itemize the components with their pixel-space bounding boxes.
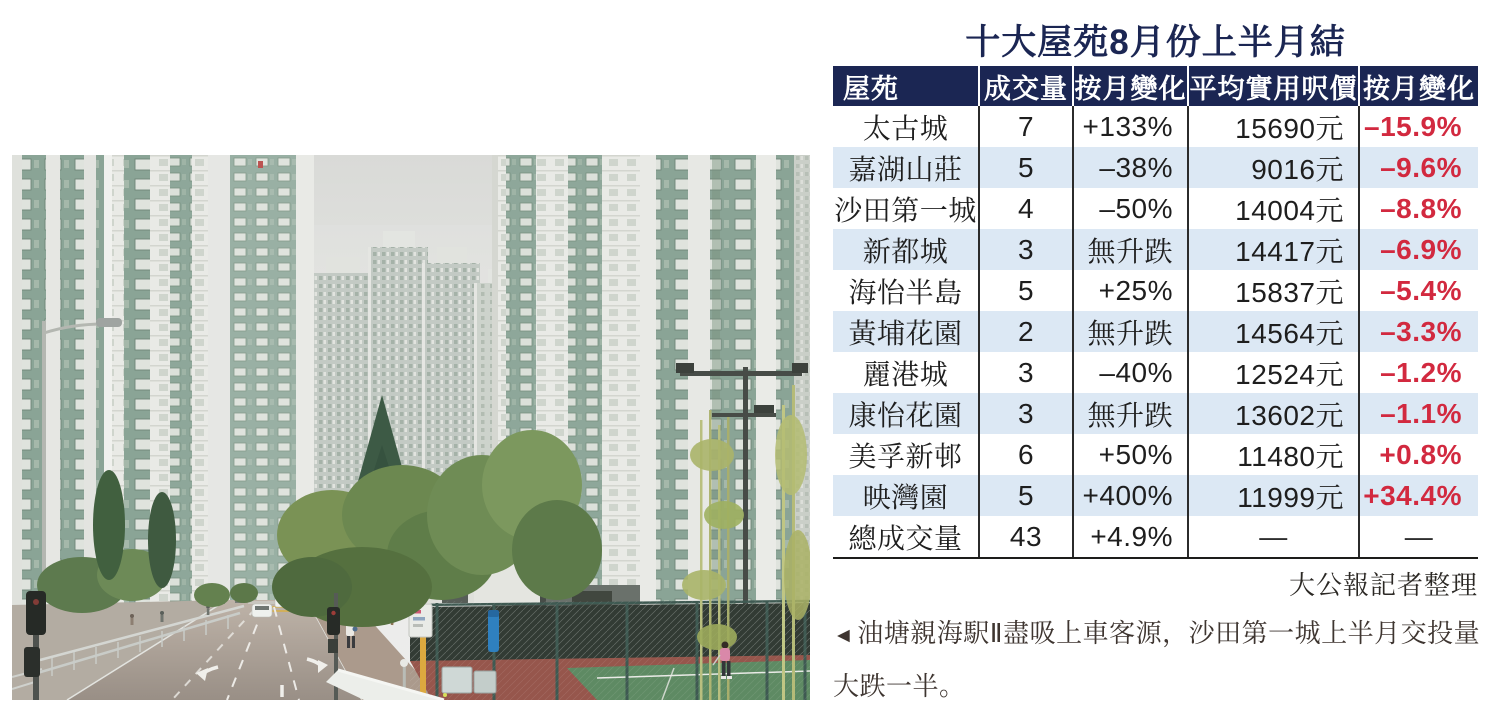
table-cell: +0.8% bbox=[1358, 434, 1478, 475]
table-cell: –9.6% bbox=[1358, 147, 1478, 188]
table-cell: +34.4% bbox=[1358, 475, 1478, 516]
table-cell: 2 bbox=[978, 311, 1072, 352]
table-body bbox=[833, 106, 1478, 557]
table-cell: –3.3% bbox=[1358, 311, 1478, 352]
table-cell: 9016元 bbox=[1187, 147, 1358, 188]
table-cell: 15690元 bbox=[1187, 106, 1358, 147]
table-cell: 嘉湖山莊 bbox=[848, 153, 963, 185]
table-cell: 康怡花園 bbox=[848, 399, 963, 431]
table-cell: 黃埔花園 bbox=[848, 317, 963, 349]
table-row bbox=[833, 475, 1478, 516]
table-cell: 3 bbox=[978, 352, 1072, 393]
tennis-court bbox=[410, 601, 810, 700]
table-cell: 5 bbox=[978, 270, 1072, 311]
table-cell: –50% bbox=[1072, 188, 1187, 229]
table-cell: 海怡半島 bbox=[848, 276, 963, 308]
table-cell: 沙田第一城 bbox=[834, 194, 977, 226]
table-cell: 43 bbox=[978, 516, 1072, 557]
estate-photo bbox=[12, 155, 810, 700]
table-row bbox=[833, 106, 1478, 147]
table-cell: 14564元 bbox=[1187, 311, 1358, 352]
column-header: 平均實用呎價 bbox=[1187, 66, 1358, 106]
table-cell: 無升跌 bbox=[1072, 229, 1187, 270]
table-cell: 12524元 bbox=[1187, 352, 1358, 393]
estates-table bbox=[833, 66, 1478, 559]
table-row bbox=[833, 147, 1478, 188]
table-cell: –38% bbox=[1072, 147, 1187, 188]
table-cell: 14417元 bbox=[1187, 229, 1358, 270]
table-cell: +400% bbox=[1072, 475, 1187, 516]
column-header: 成交量 bbox=[978, 66, 1072, 106]
table-cell: 無升跌 bbox=[1072, 393, 1187, 434]
table-cell: –1.1% bbox=[1358, 393, 1478, 434]
table-cell: 13602元 bbox=[1187, 393, 1358, 434]
table-header-row bbox=[833, 66, 1478, 106]
table-cell: 無升跌 bbox=[1072, 311, 1187, 352]
table-cell: 5 bbox=[978, 147, 1072, 188]
table-cell: — bbox=[1187, 516, 1358, 557]
photo-caption bbox=[833, 608, 1491, 711]
table-cell: 太古城 bbox=[862, 112, 949, 144]
table-cell: –1.2% bbox=[1358, 352, 1478, 393]
source-credit: 大公報記者整理 bbox=[1288, 570, 1478, 600]
table-cell: 11999元 bbox=[1187, 475, 1358, 516]
table-cell: 總成交量 bbox=[848, 522, 963, 554]
table-cell: 麗港城 bbox=[862, 358, 949, 390]
table-title: 十大屋苑8月份上半月結 bbox=[965, 23, 1346, 62]
table-cell: — bbox=[1358, 516, 1478, 557]
table-row bbox=[833, 270, 1478, 311]
table-cell: –5.4% bbox=[1358, 270, 1478, 311]
table-cell: +25% bbox=[1072, 270, 1187, 311]
table-cell: 映灣園 bbox=[862, 481, 949, 513]
column-header: 按月變化 bbox=[1072, 66, 1187, 106]
column-header: 屋苑 bbox=[843, 73, 899, 104]
table-cell: 4 bbox=[978, 188, 1072, 229]
table-cell: –6.9% bbox=[1358, 229, 1478, 270]
table-cell: 3 bbox=[978, 393, 1072, 434]
table-row bbox=[833, 393, 1478, 434]
table-cell: 14004元 bbox=[1187, 188, 1358, 229]
table-cell: 3 bbox=[978, 229, 1072, 270]
table-cell: 11480元 bbox=[1187, 434, 1358, 475]
table-cell: 5 bbox=[978, 475, 1072, 516]
table-cell: 7 bbox=[978, 106, 1072, 147]
table-cell: +50% bbox=[1072, 434, 1187, 475]
table-cell: +133% bbox=[1072, 106, 1187, 147]
table-cell: 美孚新邨 bbox=[848, 440, 963, 472]
table-cell: +4.9% bbox=[1072, 516, 1187, 557]
table-cell: 新都城 bbox=[862, 235, 949, 267]
table-cell: –8.8% bbox=[1358, 188, 1478, 229]
table-cell: –15.9% bbox=[1358, 106, 1478, 147]
table-cell: 15837元 bbox=[1187, 270, 1358, 311]
caption-arrow-icon: ◄ bbox=[833, 624, 855, 647]
table-row bbox=[833, 229, 1478, 270]
table-cell: –40% bbox=[1072, 352, 1187, 393]
table-row bbox=[833, 352, 1478, 393]
caption-text: 油塘親海駅Ⅱ盡吸上車客源，沙田第一城上半月交投量大跌一半。 bbox=[833, 618, 1481, 701]
table-row bbox=[833, 516, 1478, 557]
table-cell: 6 bbox=[978, 434, 1072, 475]
table-row bbox=[833, 188, 1478, 229]
table-row bbox=[833, 434, 1478, 475]
column-header: 按月變化 bbox=[1358, 66, 1478, 106]
estate-photo-svg bbox=[12, 155, 810, 700]
table-row bbox=[833, 311, 1478, 352]
